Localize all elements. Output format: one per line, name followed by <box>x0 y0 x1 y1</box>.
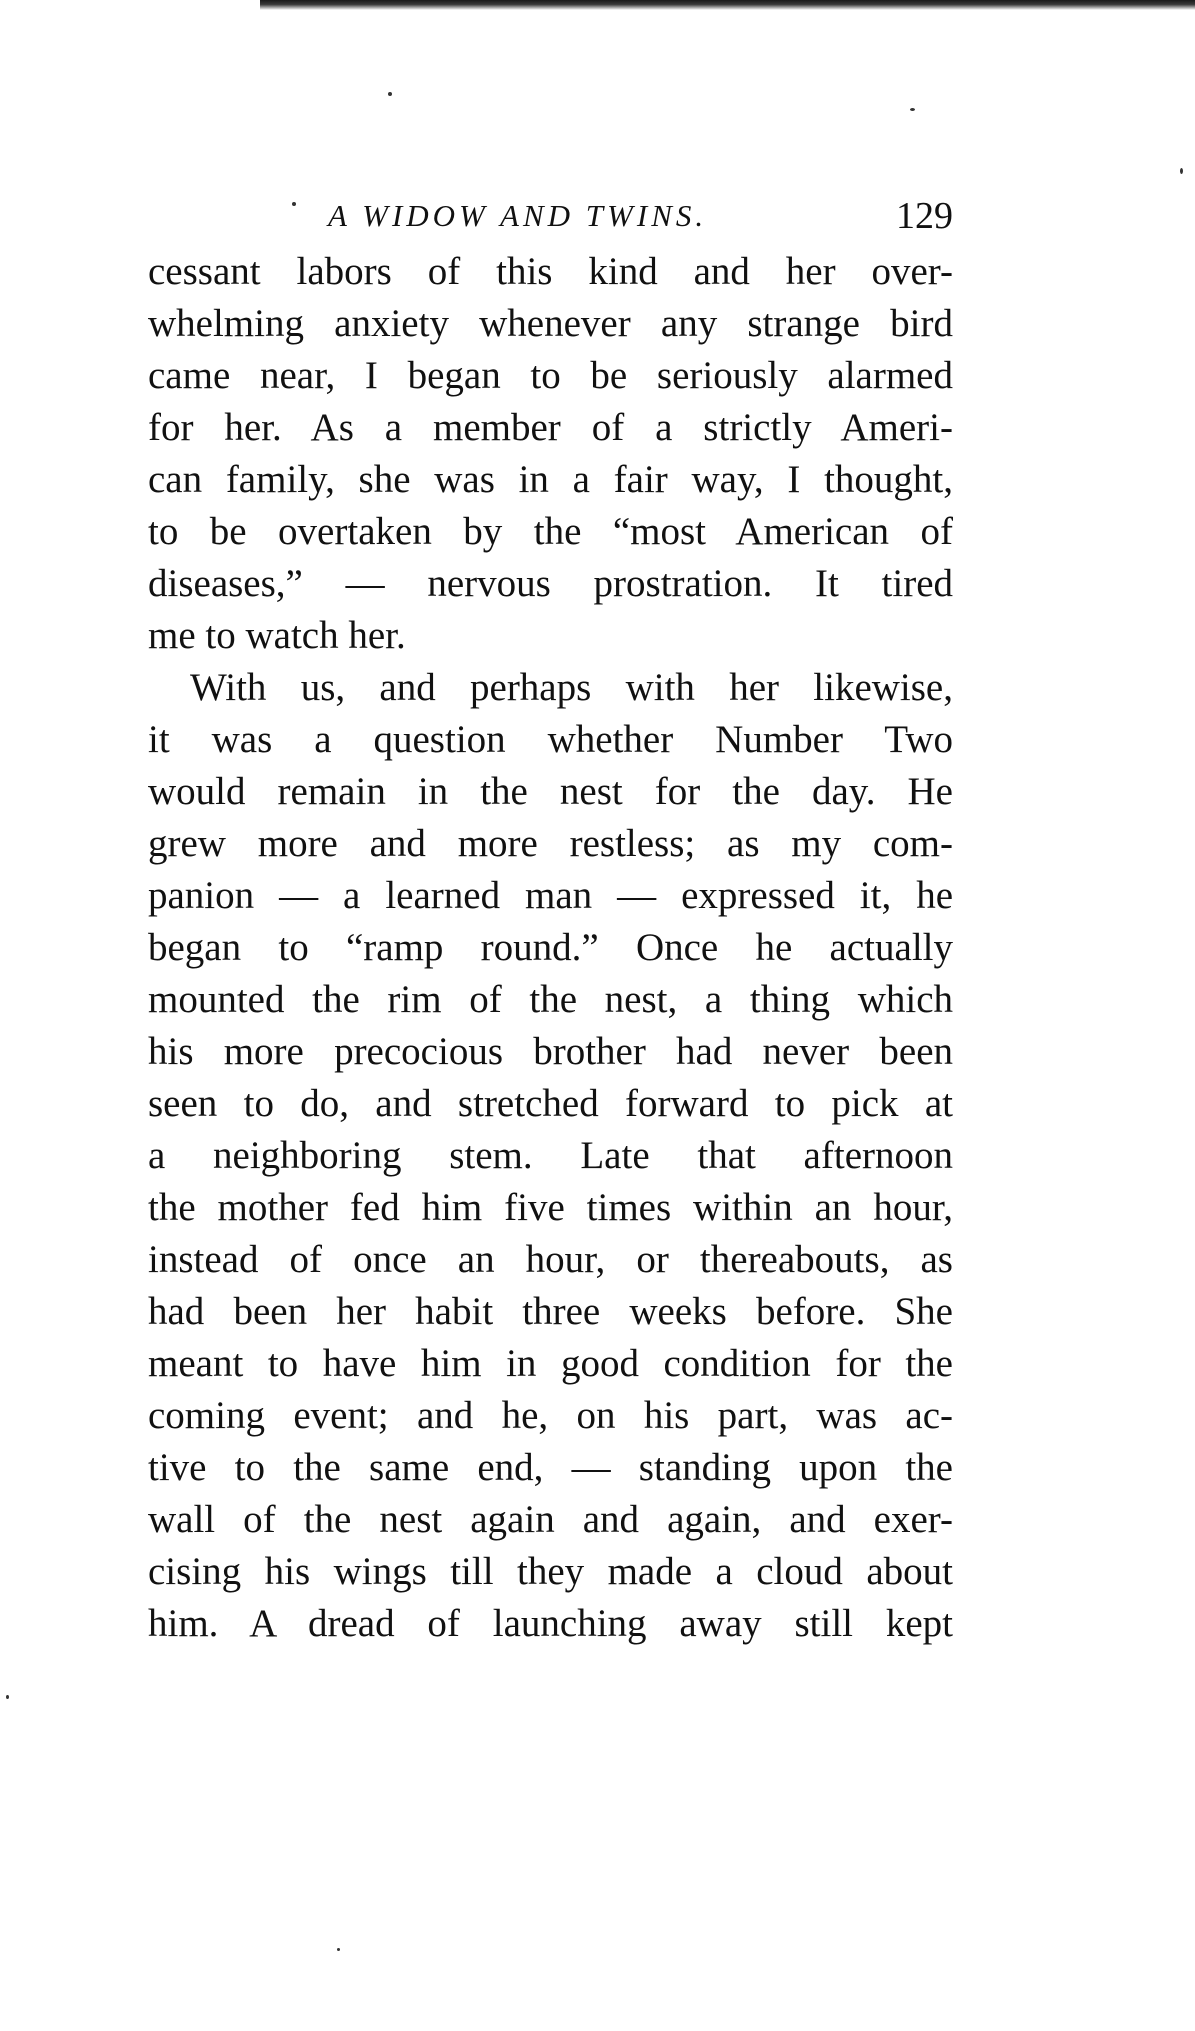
paragraph-1 <box>148 246 953 662</box>
text-line: would remain in the nest for the day. He <box>148 770 953 813</box>
text-line: tive to the same end, — standing upon the <box>148 1446 953 1489</box>
text-line: cessant labors of this kind and her over- <box>148 250 953 293</box>
text-line: instead of once an hour, or thereabouts, as <box>148 1238 953 1281</box>
page-speck <box>910 108 915 111</box>
page-speck <box>337 1948 340 1951</box>
page-speck <box>388 92 392 96</box>
text-line: wall of the nest again and again, and exer- <box>148 1498 953 1541</box>
running-head <box>148 190 953 246</box>
page-number: 129 <box>896 195 953 237</box>
page-top-edge <box>260 0 1195 10</box>
page-speck <box>6 1695 9 1699</box>
text-line: him. A dread of launching away still kept <box>148 1602 953 1645</box>
text-line: coming event; and he, on his part, was ac- <box>148 1394 953 1437</box>
text-line: the mother fed him five times within an hour, <box>148 1186 953 1229</box>
page-speck <box>1180 168 1183 174</box>
body-text <box>148 246 953 1650</box>
text-line: panion — a learned man — expressed it, he <box>148 874 953 917</box>
text-line: for her. As a member of a strictly Ameri- <box>148 406 953 449</box>
text-line: cising his wings till they made a cloud about <box>148 1550 953 1593</box>
text-line: had been her habit three weeks before. She <box>148 1290 953 1333</box>
text-line: to be overtaken by the “most American of <box>148 510 953 553</box>
text-line: came near, I began to be seriously alarmed <box>148 354 953 397</box>
text-line: diseases,” — nervous prostration. It tired <box>148 562 953 605</box>
text-line: his more precocious brother had never been <box>148 1030 953 1073</box>
text-line: me to watch her. <box>148 614 406 657</box>
text-line: can family, she was in a fair way, I thought, <box>148 458 953 501</box>
text-line: With us, and perhaps with her likewise, <box>190 666 953 709</box>
text-line: it was a question whether Number Two <box>148 718 953 761</box>
text-line: mounted the rim of the nest, a thing which <box>148 978 953 1021</box>
text-line: meant to have him in good condition for the <box>148 1342 953 1385</box>
paragraph-2 <box>148 662 953 1650</box>
text-line: began to “ramp round.” Once he actually <box>148 926 953 969</box>
text-line: a neighboring stem. Late that afternoon <box>148 1134 953 1177</box>
text-line: seen to do, and stretched forward to pick at <box>148 1082 953 1125</box>
text-line: whelming anxiety whenever any strange bird <box>148 302 953 345</box>
book-page <box>148 190 953 1650</box>
running-title: A WIDOW AND TWINS. <box>328 198 708 233</box>
text-line: grew more and more restless; as my com- <box>148 822 953 865</box>
